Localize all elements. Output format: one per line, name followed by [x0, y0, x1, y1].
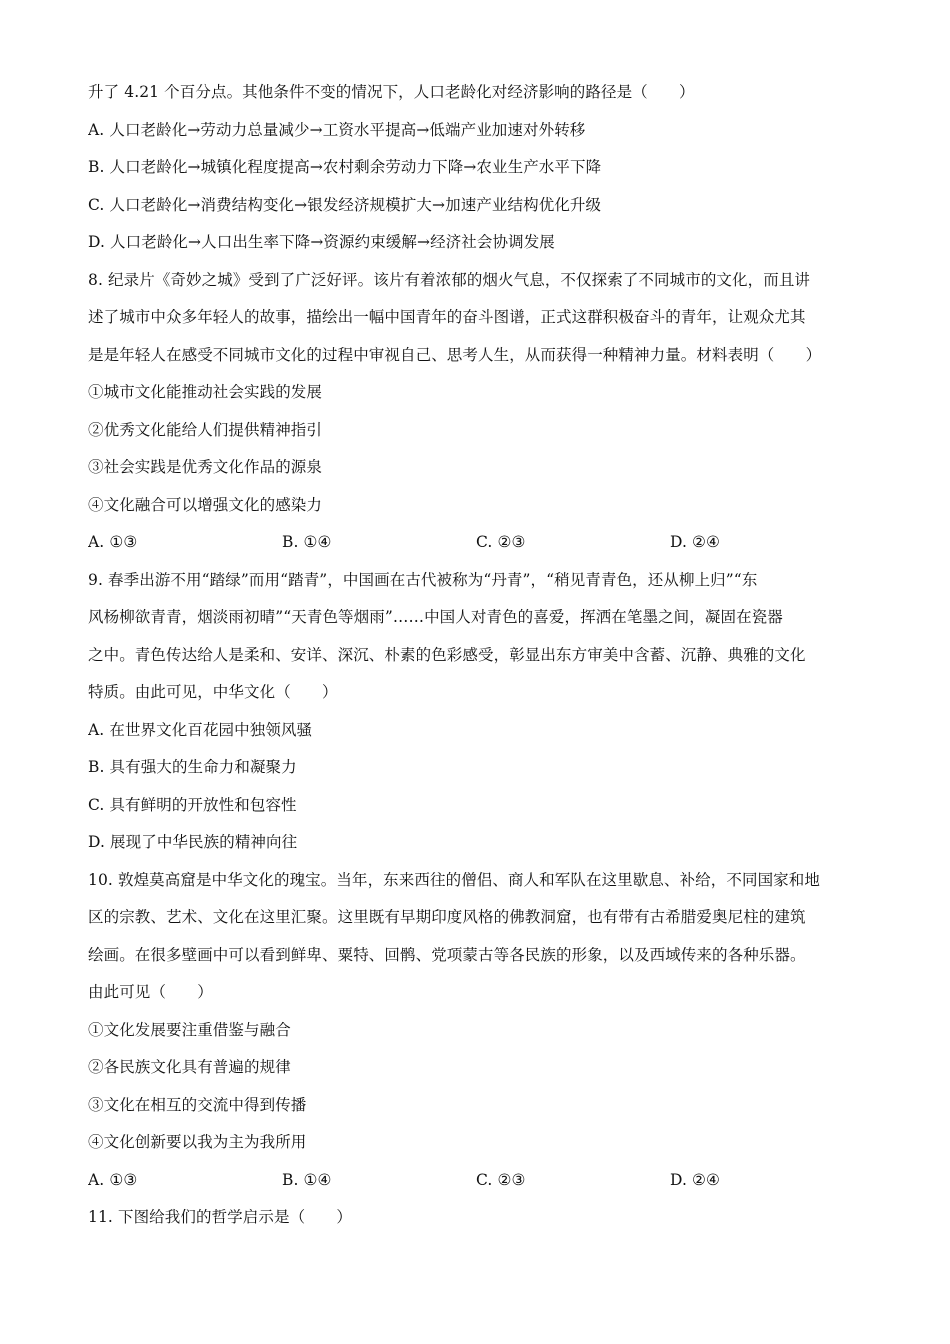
q8-choice-b: B. ①④ — [282, 533, 332, 551]
q10-statement-2: ②各民族文化具有普遍的规律 — [88, 1058, 291, 1076]
q9-stem-line: 9. 春季出游不用“踏绿”而用“踏青”，中国画在古代被称为“丹青”，“稍见青青色，还从柳上归”“东 — [88, 570, 758, 589]
q8-statement-2: ②优秀文化能给人们提供精神指引 — [88, 420, 323, 439]
q8-stem-line: 8. 纪录片《奇妙之城》受到了广泛好评。该片有着浓郁的烟火气息，不仅探索了不同城市的文化，而且讲 — [88, 270, 811, 289]
q7-stem: 升了 4.21 个百分点。其他条件不变的情况下，人口老龄化对经济影响的路径是（ ） — [88, 83, 695, 101]
q8-choice-d: D. ②④ — [670, 533, 721, 551]
q8-statement-3: ③社会实践是优秀文化作品的源泉 — [88, 458, 323, 476]
q10-stem-line: 10. 敦煌莫高窟是中华文化的瑰宝。当年，东来西往的僧侣、商人和军队在这里歇息、补给，不同国家和地 — [88, 870, 820, 889]
q7-option-c: C. 人口老龄化→消费结构变化→银发经济规模扩大→加速产业结构优化升级 — [88, 195, 602, 214]
q7-option-b: B. 人口老龄化→城镇化程度提高→农村剩余劳动力下降→农业生产水平下降 — [88, 158, 602, 176]
q10-choices — [88, 1162, 864, 1200]
q9-option-d: D. 展现了中华民族的精神向往 — [88, 833, 298, 851]
q10-choice-d: D. ②④ — [670, 1170, 721, 1189]
q11-stem: 11. 下图给我们的哲学启示是（ ） — [88, 1208, 352, 1226]
q10-stem-line: 由此可见（ ） — [88, 983, 213, 1001]
q9-option-b: B. 具有强大的生命力和凝聚力 — [88, 758, 297, 776]
q8-statement-4: ④文化融合可以增强文化的感染力 — [88, 495, 323, 514]
q8-choice-c: C. ②③ — [476, 533, 526, 551]
q9-stem-line: 之中。青色传达给人是柔和、安详、深沉、朴素的色彩感受，彰显出东方审美中含蓄、沉静、典雅的文化 — [88, 645, 806, 664]
q10-stem-line: 绘画。在很多壁画中可以看到鲜卑、粟特、回鹘、党项蒙古等各民族的形象，以及西域传来的各种乐器。 — [88, 945, 806, 964]
q10-choice-a: A. ①③ — [88, 1170, 138, 1189]
q9-option-c: C. 具有鲜明的开放性和包容性 — [88, 795, 297, 814]
q10-statement-4: ④文化创新要以我为主为我所用 — [88, 1133, 307, 1151]
q8-stem-line: 述了城市中众多年轻人的故事，描绘出一幅中国青年的奋斗图谱，正式这群积极奋斗的青年，让观众尤其 — [88, 308, 806, 326]
q8-choice-a: A. ①③ — [88, 533, 138, 551]
q10-statement-1: ①文化发展要注重借鉴与融合 — [88, 1020, 291, 1039]
q10-statement-3: ③文化在相互的交流中得到传播 — [88, 1095, 307, 1114]
q10-stem-line: 区的宗教、艺术、文化在这里汇聚。这里既有早期印度风格的佛教洞窟，也有带有古希腊爱奥尼柱的建筑 — [88, 908, 806, 926]
q7-option-d: D. 人口老龄化→人口出生率下降→资源约束缓解→经济社会协调发展 — [88, 233, 555, 251]
q8-stem-line: 是是年轻人在感受不同城市文化的过程中审视自己、思考人生，从而获得一种精神力量。材料表明（ ） — [88, 345, 822, 364]
q9-option-a: A. 在世界文化百花园中独领风骚 — [88, 720, 313, 739]
q10-choice-b: B. ①④ — [282, 1170, 332, 1189]
q9-stem-line: 风杨柳欲青青，烟淡雨初晴”“天青色等烟雨”……中国人对青色的喜爱，挥洒在笔墨之间，凝固在瓷器 — [88, 608, 783, 626]
q10-choice-c: C. ②③ — [476, 1170, 526, 1189]
q7-option-a: A. 人口老龄化→劳动力总量减少→工资水平提高→低端产业加速对外转移 — [88, 120, 586, 139]
page-content — [88, 74, 864, 1237]
q8-choices — [88, 524, 864, 562]
q9-stem-line: 特质。由此可见，中华文化（ ） — [88, 683, 338, 701]
q8-statement-1: ①城市文化能推动社会实践的发展 — [88, 383, 323, 401]
